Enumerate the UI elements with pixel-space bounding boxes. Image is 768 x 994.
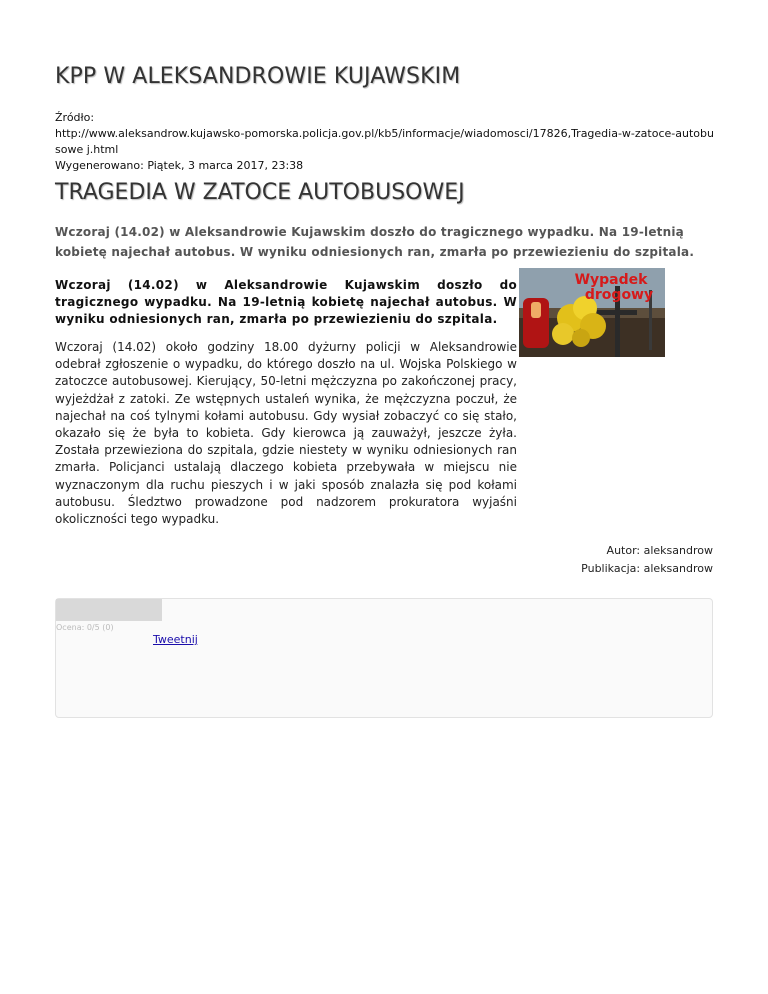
article-credits bbox=[581, 542, 713, 578]
image-caption-line1: Wypadek bbox=[574, 272, 648, 288]
author-line: Autor: aleksandrow bbox=[606, 544, 713, 557]
publication-line: Publikacja: aleksandrow bbox=[581, 562, 713, 575]
rating-label: Ocena: 0/5 (0) bbox=[56, 623, 114, 632]
site-title: KPP W ALEKSANDROWIE KUJAWSKIM bbox=[55, 64, 461, 89]
article-image bbox=[519, 268, 665, 357]
article-intro: Wczoraj (14.02) w Aleksandrowie Kujawskim doszło do tragicznego wypadku. Na 19-letnią kobietę najechał autobus. W wyniku odniesionych ran, zmarła po przewiezieniu do szpitala. bbox=[55, 278, 517, 326]
article-title: TRAGEDIA W ZATOCE AUTOBUSOWEJ bbox=[55, 180, 465, 205]
article-body: Wczoraj (14.02) około godziny 18.00 dyżurny policji w Aleksandrowie odebrał zgłoszenie o wypadku, do którego doszło na ul. Wojska Polskiego w zatoczce autobusowej. Kierujący, 50-letni mężczyzna po zakończonej pracy, wyjeżdżał z zatoki. Ze wstępnych ustaleń wynika, że mężczyzna poczuł, że najechał na coś tylnymi kołami autobusu. Gdy wysiał zobaczyć co się stało, okazało się że była to kobieta. Gdy kierowca ją zauważył, jeszcze żyła. Została przewieziona do szpitala, gdzie niestety w wyniku odniesionych ran zmarła. Policjanci ustalają dlaczego kobieta przebywała w miejscu nie wyznaczonym dla ruchu pieszych i w jaki sposób znalazła się pod kołami autobusu. Śledztwo prowadzone pod nadzorem prokuratora wyjaśni okoliczności tego wypadku. bbox=[55, 340, 517, 527]
article-lead: Wczoraj (14.02) w Aleksandrowie Kujawskim doszło do tragicznego wypadku. Na 19-letnią kobietę najechał autobus. W wyniku odniesionych ran, zmarła po przewiezieniu do szpitala. bbox=[55, 225, 695, 259]
document-meta bbox=[55, 110, 715, 174]
source-url: http://www.aleksandrow.kujawsko-pomorska.policja.gov.pl/kb5/informacje/wiadomosci/17826,Tragedia-w-zatoce-autobusowe j.html bbox=[55, 127, 714, 156]
image-caption-line2: drogowy bbox=[584, 287, 654, 303]
rating-box bbox=[55, 598, 713, 718]
accident-photo-icon bbox=[519, 268, 665, 357]
generated-date: Wygenerowano: Piątek, 3 marca 2017, 23:38 bbox=[55, 159, 304, 172]
source-label: Źródło: bbox=[55, 111, 95, 124]
rating-stars[interactable] bbox=[56, 599, 162, 621]
tweet-link[interactable]: Tweetnij bbox=[153, 633, 198, 646]
